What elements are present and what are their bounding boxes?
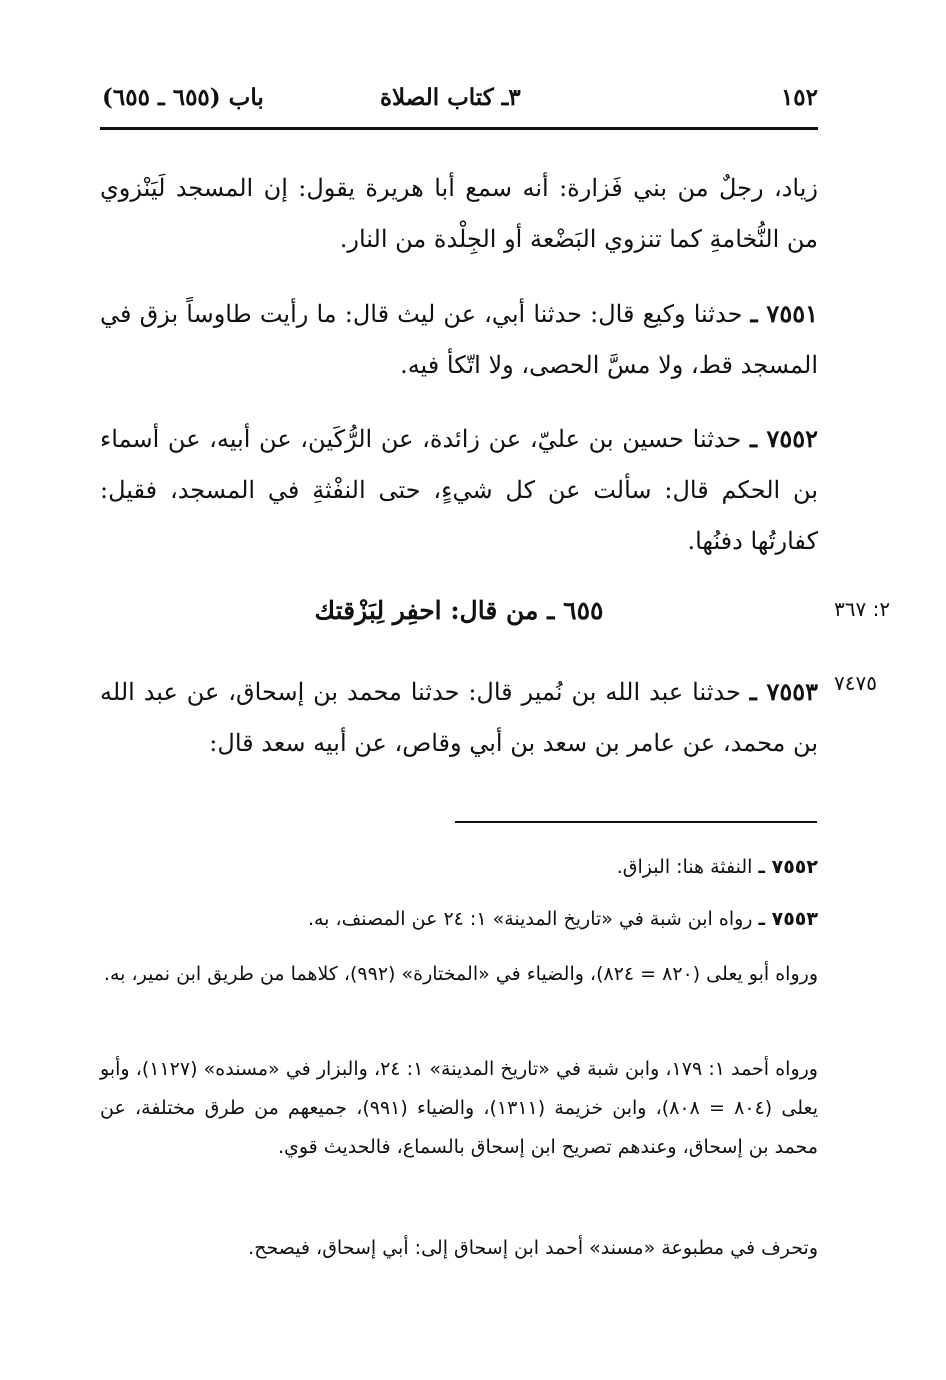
footnote-paragraph: وتحرف في مطبوعة «مسند» أحمد ابن إسحاق إلى: أبي إسحاق، فيصحح. — [248, 1237, 818, 1259]
section-heading: ٦٥٥ ـ من قال: احفِر لِبَزْقتك — [314, 596, 604, 625]
footnote-text: رواه ابن شبة في «تاريخ المدينة» ١: ٢٤ عن المصنف، به. — [307, 908, 753, 930]
hadith-number: ٧٥٥١ ـ — [750, 299, 818, 328]
footnote-paragraph: ورواه أحمد ١: ١٧٩، وابن شبة في «تاريخ المدينة» ١: ٢٤، والبزار في «مسنده» (١١٢٧)، وأبو يعلى (٨٠٤ = ٨٠٨)، وابن خزيمة (١٣١١)، والضياء (٩٩١)، جميعهم من طرق مختلفة، عن محمد بن إسحاق، وعندهم تصريح ابن إسحاق بالسماع، فالحديث قوي. — [100, 1058, 818, 1158]
hadith-7553 — [100, 666, 818, 769]
paragraph-continuation: زياد، رجلٌ من بني فَزارة: أنه سمع أبا هريرة يقول: إن المسجد لَيَنْزوي من النُّخامةِ كما تنزوي البَضْعة أو الجِلْدة من النار. — [100, 174, 818, 253]
hadith-text: حدثنا حسين بن عليّ، عن زائدة، عن الرُّكَين، عن أبيه، عن أسماء بن الحكم قال: سألت عن كل شيءٍ، حتى النفْثةِ في المسجد، فقيل: كفارتُها دفنُها. — [100, 425, 818, 555]
hadith-text: حدثنا وكيع قال: حدثنا أبي، عن ليث قال: ما رأيت طاوساً بزق في المسجد قط، ولا مسَّ الحصى، ولا اتّكأ فيه. — [100, 300, 818, 379]
hadith-number: ٧٥٥٢ ـ — [750, 424, 818, 453]
header-divider — [100, 127, 818, 130]
hadith-7551 — [100, 288, 818, 391]
footnote-number: ٧٥٥٣ ـ — [758, 908, 818, 930]
footnote-7553 — [100, 900, 818, 939]
page-number: ١٥٢ — [780, 84, 818, 111]
footnote-7552 — [100, 848, 818, 887]
margin-hadith-ref: ٧٤٧٥ — [834, 671, 877, 695]
footnote-divider — [455, 821, 817, 823]
hadith-7552 — [100, 413, 818, 567]
footnote-text: النفثة هنا: البزاق. — [616, 856, 753, 878]
footnote-paragraph: ورواه أبو يعلى (٨٢٠ = ٨٢٤)، والضياء في «المختارة» (٩٩٢)، كلاهما من طريق ابن نمير، به. — [103, 963, 818, 985]
hadith-number: ٧٥٥٣ ـ — [749, 677, 818, 706]
hadith-text: حدثنا عبد الله بن نُمير قال: حدثنا محمد بن إسحاق، عن عبد الله بن محمد، عن عامر بن سعد بن أبي وقاص، عن أبيه سعد قال: — [100, 678, 818, 757]
margin-volume-ref: ٢: ٣٦٧ — [834, 597, 891, 621]
chapter-range: باب (٦٥٥ ـ ٦٥٥) — [102, 84, 264, 111]
book-title: ٣ـ كتاب الصلاة — [380, 84, 521, 111]
footnote-number: ٧٥٥٢ ـ — [758, 856, 818, 878]
